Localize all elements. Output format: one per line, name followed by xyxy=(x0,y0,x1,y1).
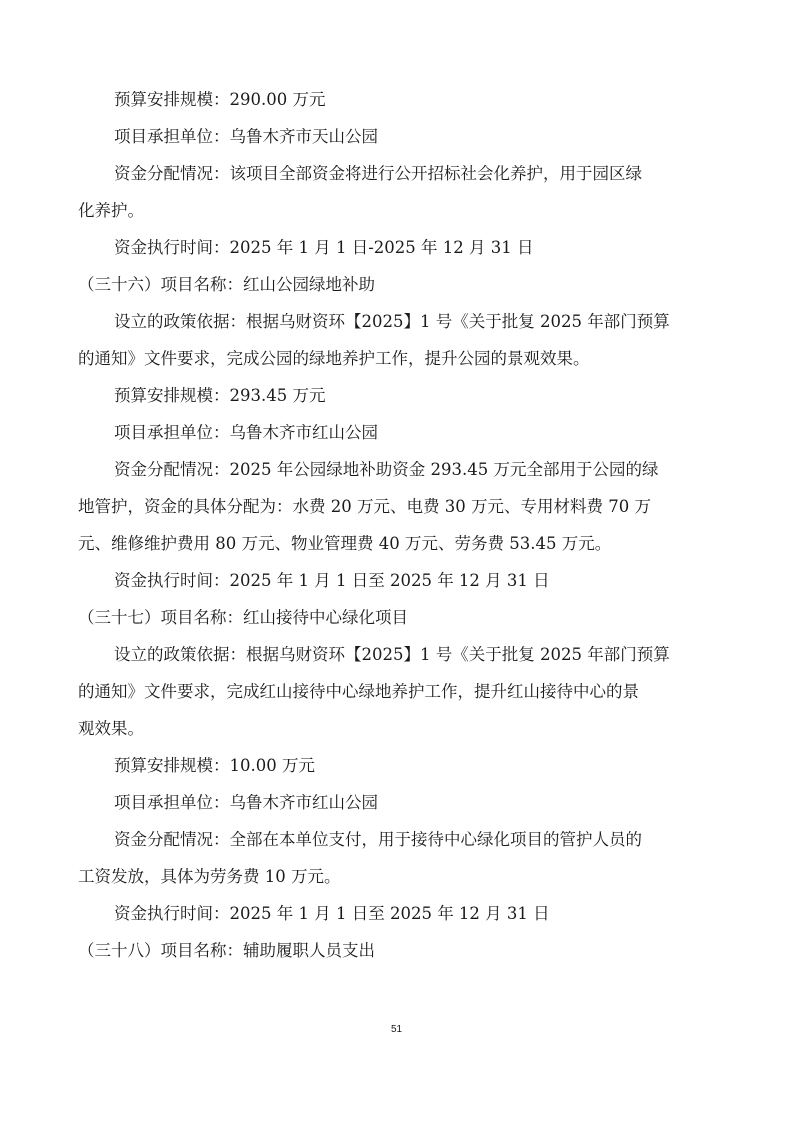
policy-basis-cont: 观效果。 xyxy=(78,719,144,738)
fund-allocation-line: 资金分配情况：该项目全部资金将进行公开招标社会化养护，用于园区绿 xyxy=(114,164,642,183)
fund-allocation-cont: 元、维修维护费用 80 万元、物业管理费 40 万元、劳务费 53.45 万元。 xyxy=(78,534,612,553)
policy-basis-cont: 的通知》文件要求，完成红山接待中心绿地养护工作，提升红山接待中心的景 xyxy=(78,682,639,701)
responsible-unit-line: 项目承担单位：乌鲁木齐市红山公园 xyxy=(114,423,378,442)
item-37-heading: （三十七）项目名称：红山接待中心绿化项目 xyxy=(78,608,408,627)
budget-scale-line: 预算安排规模：290.00 万元 xyxy=(114,90,326,109)
fund-allocation-cont: 地管护，资金的具体分配为：水费 20 万元、电费 30 万元、专用材料费 70 万 xyxy=(78,497,651,516)
policy-basis-cont: 的通知》文件要求，完成公园的绿地养护工作，提升公园的景观效果。 xyxy=(78,349,590,368)
fund-allocation-line: 资金分配情况：2025 年公园绿地补助资金 293.45 万元全部用于公园的绿 xyxy=(114,460,659,479)
item-36-heading: （三十六）项目名称：红山公园绿地补助 xyxy=(78,275,375,294)
budget-scale-line: 预算安排规模：293.45 万元 xyxy=(114,386,326,405)
policy-basis-line: 设立的政策依据：根据乌财资环【2025】1 号《关于批复 2025 年部门预算 xyxy=(114,312,670,331)
execution-time-line: 资金执行时间：2025 年 1 月 1 日至 2025 年 12 月 31 日 xyxy=(114,904,550,923)
execution-time-line: 资金执行时间：2025 年 1 月 1 日至 2025 年 12 月 31 日 xyxy=(114,571,550,590)
fund-allocation-cont: 化养护。 xyxy=(78,201,144,220)
budget-scale-line: 预算安排规模：10.00 万元 xyxy=(114,756,315,775)
page-number: 51 xyxy=(390,1024,403,1035)
responsible-unit-line: 项目承担单位：乌鲁木齐市天山公园 xyxy=(114,127,378,146)
responsible-unit-line: 项目承担单位：乌鲁木齐市红山公园 xyxy=(114,793,378,812)
fund-allocation-line: 资金分配情况：全部在本单位支付，用于接待中心绿化项目的管护人员的 xyxy=(114,830,642,849)
policy-basis-line: 设立的政策依据：根据乌财资环【2025】1 号《关于批复 2025 年部门预算 xyxy=(114,645,670,664)
item-38-heading: （三十八）项目名称：辅助履职人员支出 xyxy=(78,941,375,960)
execution-time-line: 资金执行时间：2025 年 1 月 1 日-2025 年 12 月 31 日 xyxy=(114,238,534,257)
fund-allocation-cont: 工资发放，具体为劳务费 10 万元。 xyxy=(78,867,341,886)
